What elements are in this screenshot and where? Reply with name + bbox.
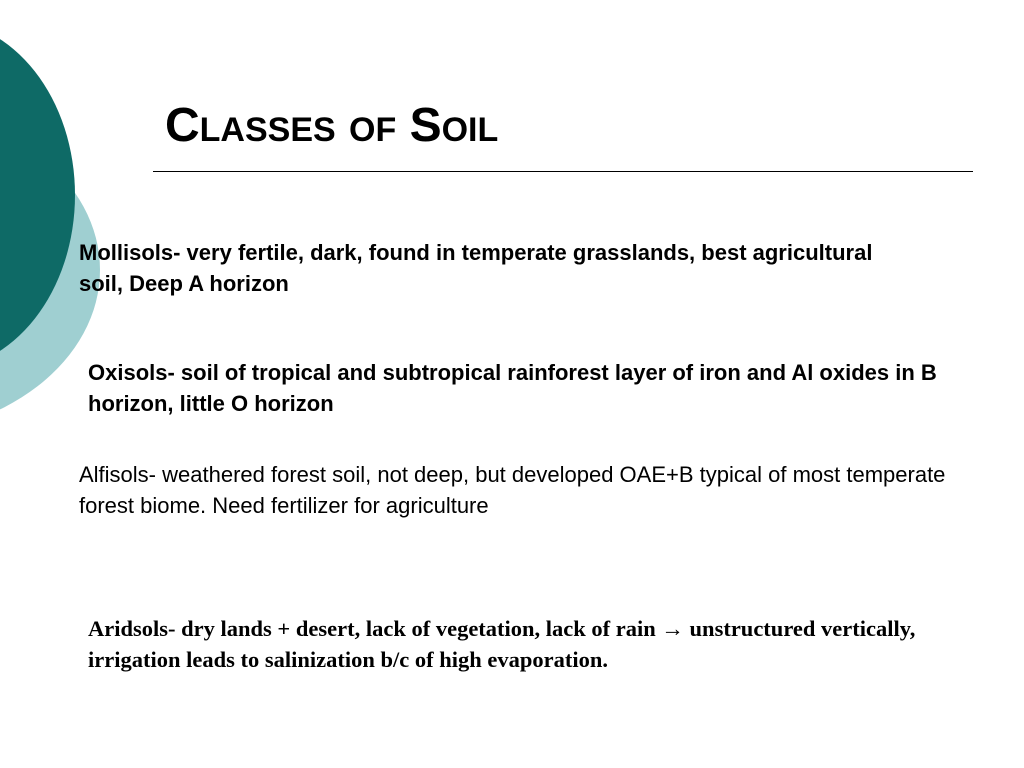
paragraph-alfisols: Alfisols- weathered forest soil, not deep, but developed OAE+B typical of most temperate forest biome. Need fertilizer for agriculture xyxy=(79,462,946,518)
title-underline xyxy=(153,171,973,172)
paragraph-oxisols: Oxisols- soil of tropical and subtropical rainforest layer of iron and Al oxides in B horizon, little O horizon xyxy=(88,360,937,416)
slide-title: Classes of Soil xyxy=(165,99,499,152)
paragraph-mollisols: Mollisols- very fertile, dark, found in temperate grasslands, best agricultural soil, Deep A horizon xyxy=(79,240,873,296)
paragraph-aridsols: Aridsols- dry lands + desert, lack of vegetation, lack of rain → unstructured vertically, irrigation leads to salinization b/c of high evaporation. xyxy=(88,616,916,672)
